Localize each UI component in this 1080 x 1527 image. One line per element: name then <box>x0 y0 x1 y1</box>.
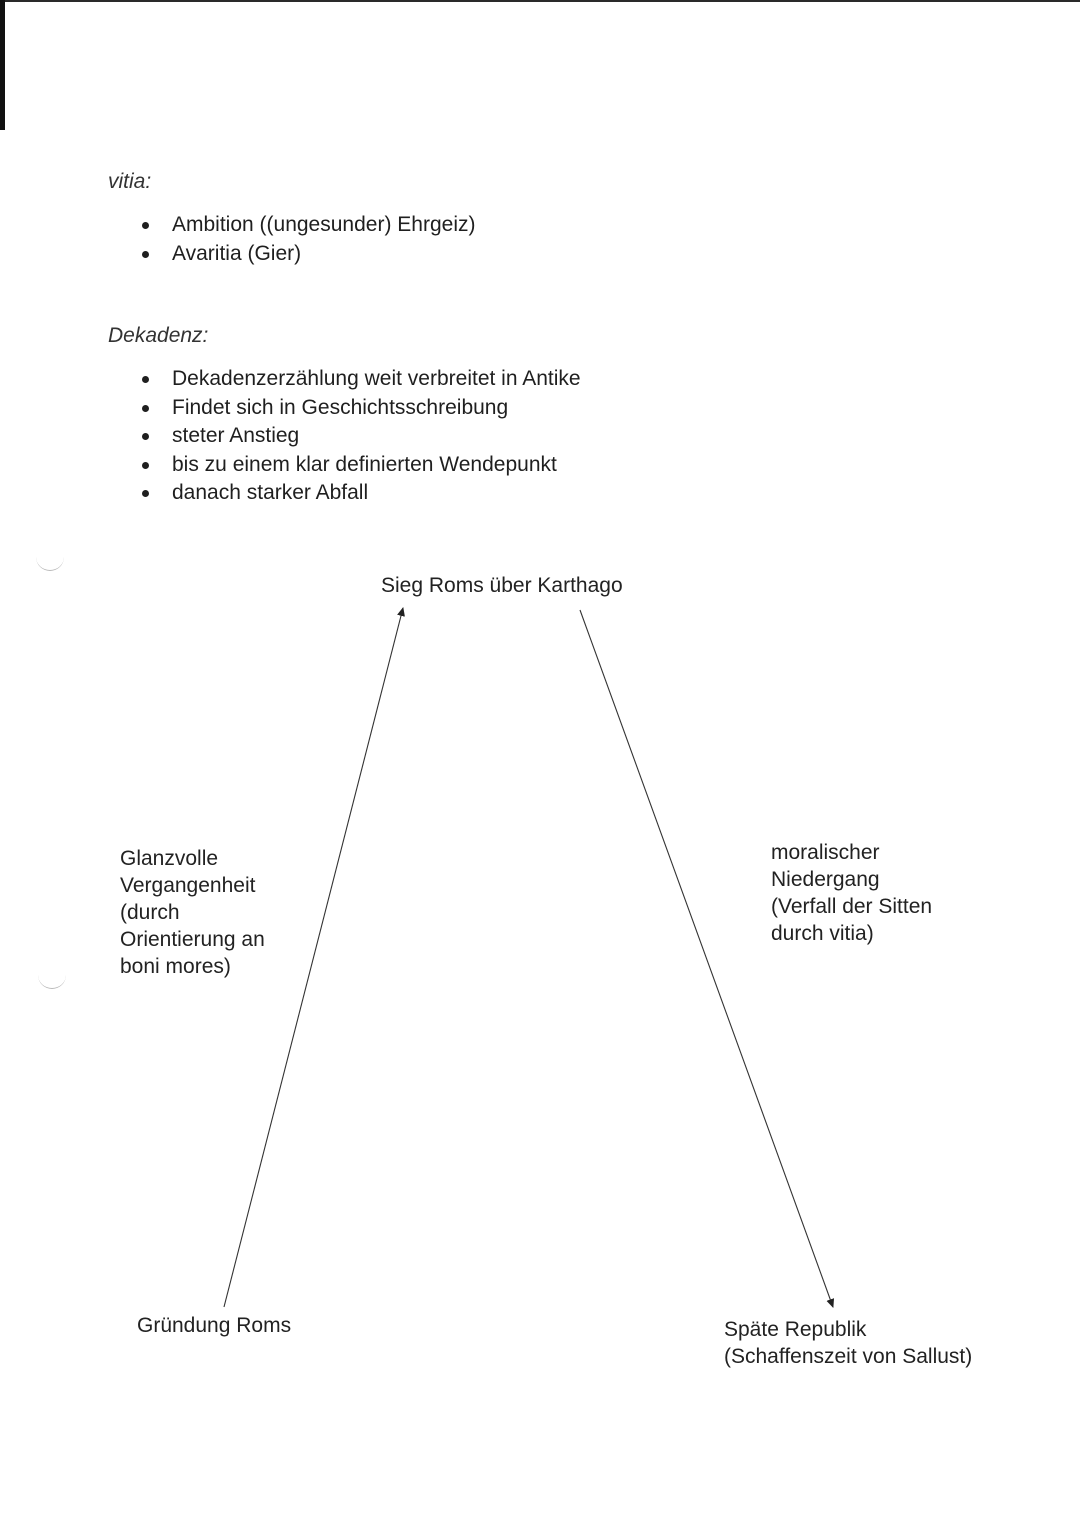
decline-description: moralischer Niedergang (Verfall der Sitten durch vitia) <box>771 841 933 945</box>
peak-label: Sieg Roms über Karthago <box>381 574 623 597</box>
list-item: Dekadenzerzählung weit verbreitet in Antike <box>138 365 581 394</box>
list-item: Avaritia (Gier) <box>138 240 475 269</box>
list-item: steter Anstieg <box>138 422 581 451</box>
dekadenz-heading: Dekadenz: <box>108 324 209 347</box>
vitia-heading: vitia: <box>108 170 152 193</box>
list-item: Ambition ((ungesunder) Ehrgeiz) <box>138 211 475 240</box>
decline-arrow <box>580 610 833 1307</box>
list-item: bis zu einem klar definierten Wendepunkt <box>138 451 581 480</box>
end-label: Späte Republik (Schaffenszeit von Sallust) <box>724 1318 973 1368</box>
list-item: Findet sich in Geschichtsschreibung <box>138 394 581 423</box>
list-item: danach starker Abfall <box>138 479 581 508</box>
start-label: Gründung Roms <box>137 1314 292 1337</box>
rise-description: Glanzvolle Vergangenheit (durch Orientierung an boni mores) <box>120 847 265 978</box>
